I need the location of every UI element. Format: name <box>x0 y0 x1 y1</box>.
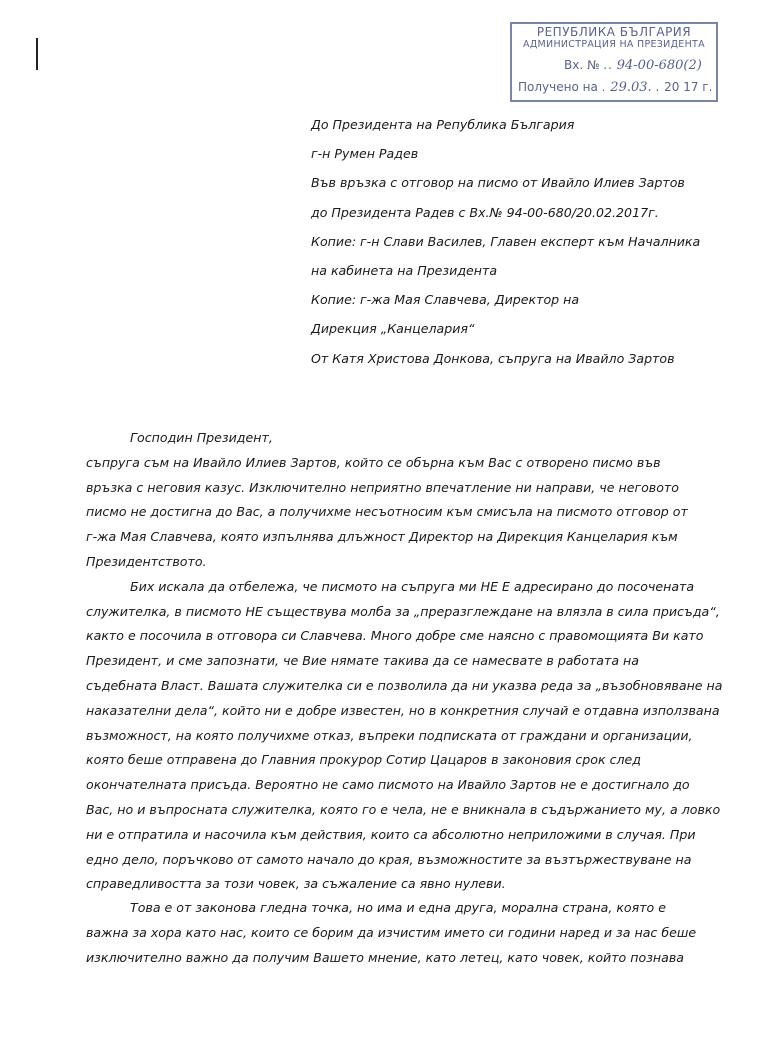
paragraph-3 <box>86 896 697 970</box>
address-line: Копие: г-н Слави Василев, Главен експерт към Началника <box>311 233 701 249</box>
letter-body <box>86 426 723 897</box>
text-line: Това е от законова гледна точка, но има и една друга, морална страна, която е <box>130 900 667 915</box>
text-line: окончателната присъда. Вероятно не само писмото на Ивайло Зартов не е достигнало до <box>86 777 690 793</box>
address-line: От Катя Христова Донкова, съпруга на Ивайло Зартов <box>311 350 675 366</box>
stamp-received-label: Получено на <box>518 80 598 94</box>
text-line: както е посочила в отговора си Славчева. Много добре сме наясно с правомощията Ви като <box>86 628 704 644</box>
stamp-reg-label: Вх. № <box>564 58 600 72</box>
text-line: г-жа Мая Славчева, която изпълнява длъжност Директор на Дирекция Канцелария към <box>86 529 678 545</box>
text-line: Бих искала да отбележа, че писмото на съпруга ми НЕ Е адресирано до посочената <box>130 578 695 594</box>
address-line: на кабинета на Президента <box>311 263 498 279</box>
margin-mark <box>36 38 38 70</box>
text-line: ни е отпратила и насочила към действия, които са абсолютно неприложими в случая. При <box>86 826 696 842</box>
stamp-subtitle: АДМИНИСТРАЦИЯ НА ПРЕЗИДЕНТА <box>523 39 705 50</box>
text-line: която беше отправена до Главния прокурор Сотир Цацаров в законовия срок след <box>86 752 642 768</box>
stamp-title: РЕПУБЛИКА БЪЛГАРИЯ <box>536 25 692 39</box>
text-line: едно дело, поръчково от самото начало до края, възможностите за възтържествуване на <box>86 851 692 867</box>
address-block <box>311 110 741 373</box>
address-line: Дирекция „Канцелария“ <box>311 321 475 337</box>
address-line: До Президента на Република България <box>311 117 575 132</box>
text-line: справедливостта за този човек, за съжаление са явно нулеви. <box>86 876 506 892</box>
address-line: до Президента Радев с Вх.№ 94-00-680/20.02.2017г. <box>311 204 659 220</box>
letter-body-continued <box>86 896 697 970</box>
text-line: наказателни дела“, който ни е добре известен, но в конкретния случай е отдавна използвана <box>86 702 720 718</box>
stamp-reg-row: Вх. № .. 94-00-680(2) <box>564 58 702 73</box>
text-line: важна за хора като нас, които се борим да изчистим името си години наред и за нас беше <box>86 924 697 940</box>
text-line: Президентството. <box>86 553 207 569</box>
stamp-received-row: Получено на . 29.03. . 20 17 г. <box>518 80 713 95</box>
stamp-received-date: 29.03. <box>610 80 652 95</box>
paragraph-1 <box>86 451 688 575</box>
text-line: писмо не достигна до Вас, а получихме несъотносим към смисъла на писмото отговор от <box>86 504 688 520</box>
registration-stamp <box>510 22 718 102</box>
greeting: Господин Президент, <box>130 430 273 445</box>
stamp-reg-value: 94-00-680(2) <box>616 58 702 73</box>
text-line: служителка, в писмото НЕ съществува молба за „преразглеждане на влязла в сила присъда“, <box>86 603 720 619</box>
address-line: Във връзка с отговор на писмо от Ивайло Илиев Зартов <box>311 175 685 191</box>
address-line: г-н Румен Радев <box>311 146 419 162</box>
stamp-received-year: 20 17 г. <box>664 80 713 94</box>
text-line: възможност, на която получихме отказ, въпреки подписката от граждани и организации, <box>86 727 693 743</box>
text-line: Президент, и сме запознати, че Вие нямате такива да се намесвате в работата на <box>86 653 640 669</box>
paragraph-2 <box>86 575 723 897</box>
text-line: връзка с неговия казус. Изключително неприятно впечатление ни направи, че неговото <box>86 479 679 495</box>
text-line: съдебната Власт. Вашата служителка си е позволила да ни указва реда за „възобновяване на <box>86 677 723 693</box>
text-line: съпруга съм на Ивайло Илиев Зартов, който се обърна към Вас с отворено писмо във <box>86 454 661 470</box>
text-line: изключително важно да получим Вашето мнение, като летец, като човек, който познава <box>86 949 684 965</box>
text-line: Вас, но и въпросната служителка, която го е чела, не е вникнала в съдържанието му, а ловко <box>86 801 721 817</box>
address-line: Копие: г-жа Мая Славчева, Директор на <box>311 292 580 308</box>
